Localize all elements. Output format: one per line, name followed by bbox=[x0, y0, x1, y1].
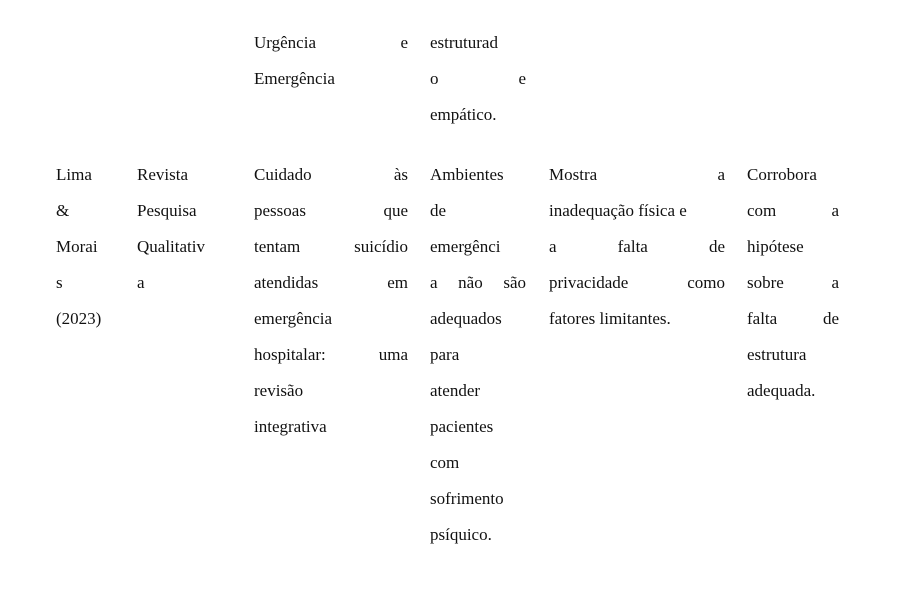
text-line: emergência bbox=[254, 309, 333, 328]
text-line: Corrobora bbox=[747, 165, 817, 184]
text-line: a bbox=[137, 273, 145, 292]
text-line: adequados bbox=[430, 309, 502, 328]
text-line: estruturad bbox=[430, 33, 498, 52]
text-line: a não são bbox=[430, 273, 526, 292]
text-line: pacientes bbox=[430, 417, 494, 436]
text-line: para bbox=[430, 345, 460, 364]
text-line: hospitalar: uma bbox=[254, 345, 408, 364]
text-line: emergênci bbox=[430, 237, 501, 256]
text-line: a falta de bbox=[549, 237, 725, 256]
text-line: atender bbox=[430, 381, 481, 400]
text-line: psíquico. bbox=[430, 525, 492, 544]
text-line: com a bbox=[747, 201, 839, 220]
text-line: revisão bbox=[254, 381, 304, 400]
text-line: Emergência bbox=[254, 69, 335, 88]
text-line: de bbox=[430, 201, 447, 220]
text-line: integrativa bbox=[254, 417, 327, 436]
text-line: Ambientes bbox=[430, 165, 504, 184]
text-line: Mostra a bbox=[549, 165, 725, 184]
text-line: fatores limitantes. bbox=[549, 309, 671, 328]
text-line: falta de bbox=[747, 309, 839, 328]
text-line: & bbox=[56, 201, 70, 220]
text-line: atendidas em bbox=[254, 273, 408, 292]
text-line: com bbox=[430, 453, 460, 472]
text-line: (2023) bbox=[56, 309, 102, 328]
text-line: o e bbox=[430, 69, 526, 88]
text-line: inadequação física e bbox=[549, 201, 687, 220]
text-line: empático. bbox=[430, 105, 497, 124]
text-line: s bbox=[56, 273, 63, 292]
text-line: tentam suicídio bbox=[254, 237, 408, 256]
text-line: Urgência e bbox=[254, 33, 408, 52]
text-line: Lima bbox=[56, 165, 92, 184]
text-line: Cuidado às bbox=[254, 165, 408, 184]
text-line: pessoas que bbox=[254, 201, 408, 220]
text-line: sofrimento bbox=[430, 489, 504, 508]
text-line: adequada. bbox=[747, 381, 816, 400]
text-line: Qualitativ bbox=[137, 237, 205, 256]
text-line: sobre a bbox=[747, 273, 839, 292]
text-line: privacidade como bbox=[549, 273, 725, 292]
text-line: Revista bbox=[137, 165, 188, 184]
text-line: hipótese bbox=[747, 237, 804, 256]
text-line: estrutura bbox=[747, 345, 807, 364]
text-line: Morai bbox=[56, 237, 98, 256]
text-line: Pesquisa bbox=[137, 201, 197, 220]
